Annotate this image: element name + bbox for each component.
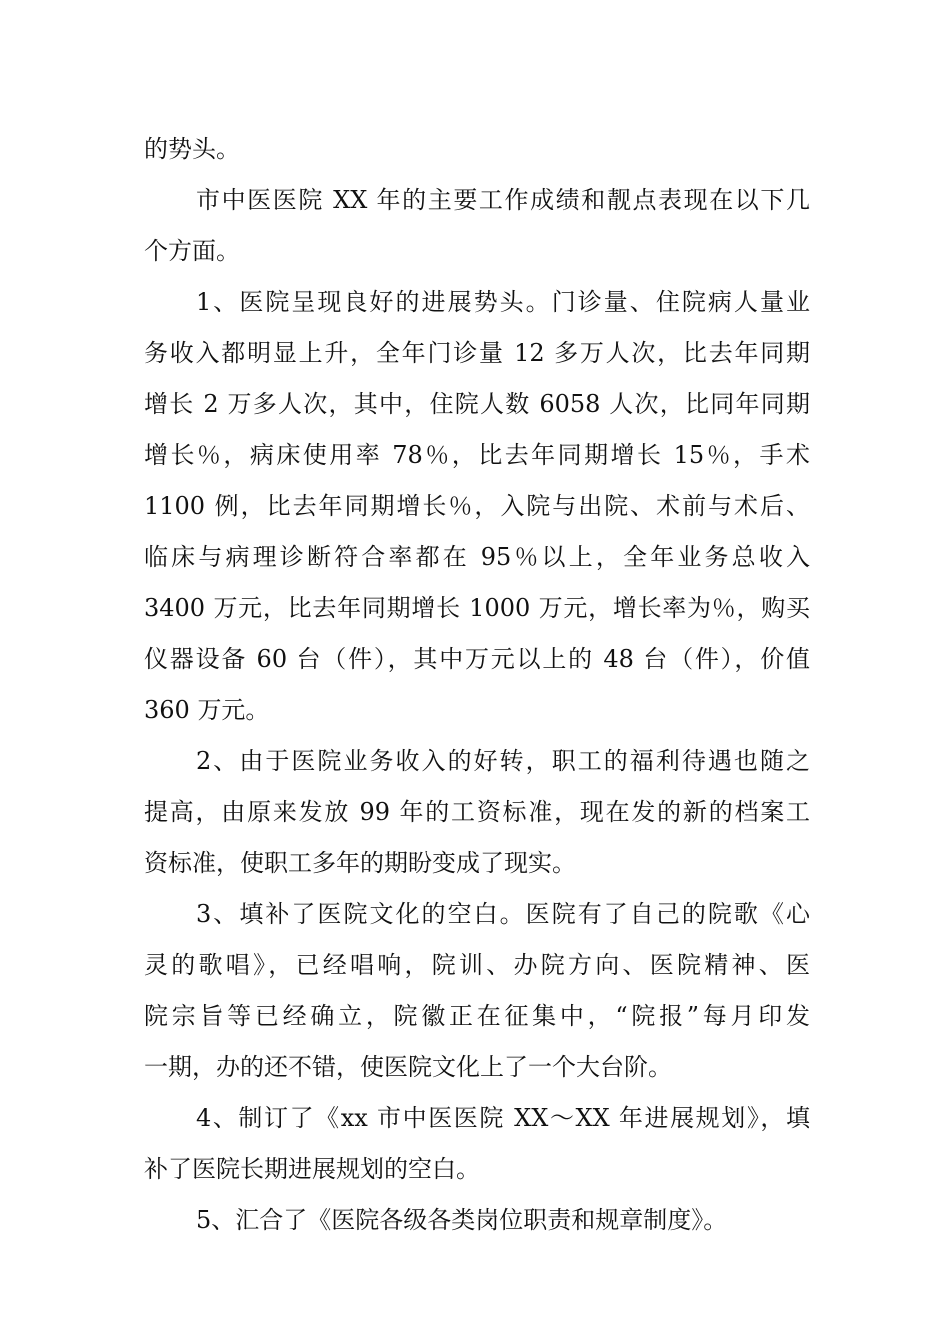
text-line: 的势头。 <box>144 135 240 163</box>
text-line: 个方面。 <box>144 237 240 265</box>
text-line: 4、制订了《xx 市中医医院 XX～XX 年进展规划》，填 <box>196 1104 810 1132</box>
text-line: 5、汇合了《医院各级各类岗位职责和规章制度》。 <box>196 1206 728 1234</box>
text-line: 3400 万元，比去年同期增长 1000 万元，增长率为％，购买 <box>144 594 810 622</box>
text-line: 1100 例，比去年同期增长％，入院与出院、术前与术后、 <box>144 492 810 520</box>
text-line: 一期，办的还不错，使医院文化上了一个大台阶。 <box>144 1053 672 1081</box>
text-line: 临床与病理诊断符合率都在 95％以上，全年业务总收入 <box>144 543 810 571</box>
text-line: 提高，由原来发放 99 年的工资标准，现在发的新的档案工 <box>144 798 810 826</box>
text-line: 2、由于医院业务收入的好转，职工的福利待遇也随之 <box>196 747 810 775</box>
text-line: 院宗旨等已经确立，院徽正在征集中，“院报”每月印发 <box>144 1002 810 1030</box>
document-body <box>144 124 810 1246</box>
text-line: 360 万元。 <box>144 696 270 724</box>
text-line: 3、填补了医院文化的空白。医院有了自己的院歌《心 <box>196 900 810 928</box>
text-line: 增长 2 万多人次，其中，住院人数 6058 人次，比同年同期 <box>144 390 810 418</box>
text-line: 补了医院长期进展规划的空白。 <box>144 1155 480 1183</box>
text-line: 增长％，病床使用率 78％，比去年同期增长 15％，手术 <box>144 441 810 469</box>
text-line: 市中医医院 XX 年的主要工作成绩和靓点表现在以下几 <box>196 186 810 214</box>
text-line: 1、医院呈现良好的进展势头。门诊量、住院病人量业 <box>196 288 810 316</box>
text-line: 灵的歌唱》，已经唱响，院训、办院方向、医院精神、医 <box>144 951 810 979</box>
text-line: 仪器设备 60 台（件），其中万元以上的 48 台（件），价值 <box>144 645 810 673</box>
text-line: 资标准，使职工多年的期盼变成了现实。 <box>144 849 576 877</box>
text-line: 务收入都明显上升，全年门诊量 12 多万人次，比去年同期 <box>144 339 810 367</box>
